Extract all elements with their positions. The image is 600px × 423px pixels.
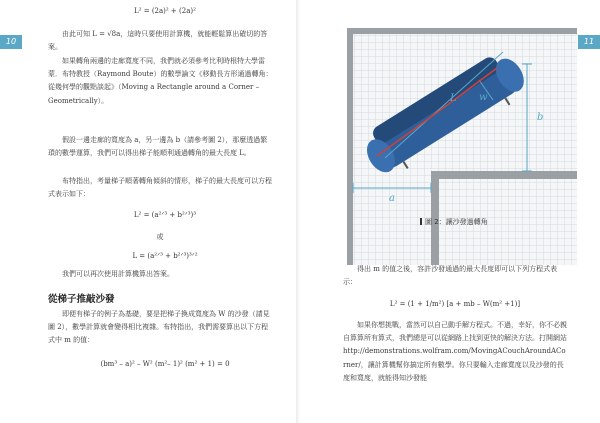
right-paragraph-1: 得出 m 的值之後，容許沙發通過的最大長度即可以下列方程式表示： xyxy=(343,265,558,287)
label-L: L xyxy=(450,93,457,104)
paragraph-6: 即便有梯子的例子為基礎，要是把梯子換成寬度為 W 的沙發（請見圖 2），數學計算就會變得相比複雜。布特指出，我們需要算出以下方程式中 m 的值： xyxy=(48,310,270,345)
right-paragraph-2: 如果你想挑戰，當然可以自己動手解方程式。不過，幸好，你不必親自算算所有算式，我們總是可以從網路上找到更快的解決方法。打開網站 http://demonstrations.wolfram.com/MovingACouchAroundACorner/，讓計算機幫你搞定所有數學。你只要輸入走廊寬度以及沙發的長度和寬度，就能得知沙發能 xyxy=(343,321,567,382)
equation-1: L² = (a²ᐟ³ + b²ᐟ³)³ xyxy=(133,211,197,219)
paragraph-3: 假設一邊走廊的寬度為 a，另一邊為 b（請參考圖 2），那麼透過繁瑣的數學運算，我們可以得出梯子能順利通過轉角的最大長度 L。 xyxy=(48,136,268,158)
equation-bottom: (bm³ – a)² – W² (m²– 1)² (m² + 1) = 0 xyxy=(100,360,230,368)
figure-caption-text: 圖 2：讓沙發過轉角 xyxy=(425,218,488,226)
couch-corner-figure xyxy=(347,28,577,265)
paragraph-4: 布特指出，考量梯子順著轉角傾斜的情形，梯子的最大長度可以方程式表示如下： xyxy=(48,177,272,199)
couch-leg xyxy=(404,162,408,169)
paragraph-1: 由此可知 L = √8a，這時只要使用計算機，就能輕鬆算出確切的答案。 xyxy=(48,30,268,52)
or-text: 或 xyxy=(156,233,164,241)
couch-leg xyxy=(505,98,509,105)
page-number-tab: 11 xyxy=(578,35,600,49)
figure-caption xyxy=(420,217,488,227)
label-b: b xyxy=(537,112,544,123)
right-equation: L² = (1 + 1/m²) [a + mb – W(m² +1)] xyxy=(389,300,521,308)
section-heading: 從梯子推敲沙發 xyxy=(48,294,115,305)
couch-corner-diagram xyxy=(347,28,577,265)
couch xyxy=(356,46,533,183)
equation-2: L = (a²ᐟ³ + b²ᐟ³)³ᐟ² xyxy=(132,252,198,260)
equation-top: L² = (2a)² + (2a)² xyxy=(134,7,196,15)
paragraph-5: 我們可以再次使用計算機算出答案。 xyxy=(62,270,174,278)
caption-bar xyxy=(420,218,422,225)
label-w: w xyxy=(479,92,488,103)
label-a: a xyxy=(389,193,395,204)
page-number-tab: 10 xyxy=(0,35,22,49)
paragraph-2: 如果轉角兩邊的走廊寬度不同，我們就必須參考比利時根特大學雷蒙．布特教授（Raymond Boute）的數學論文《移動長方形通過轉角：從幾何學的觀點談起》（Moving a Rectangle around a Corner – Geometrically）。 xyxy=(48,57,273,105)
